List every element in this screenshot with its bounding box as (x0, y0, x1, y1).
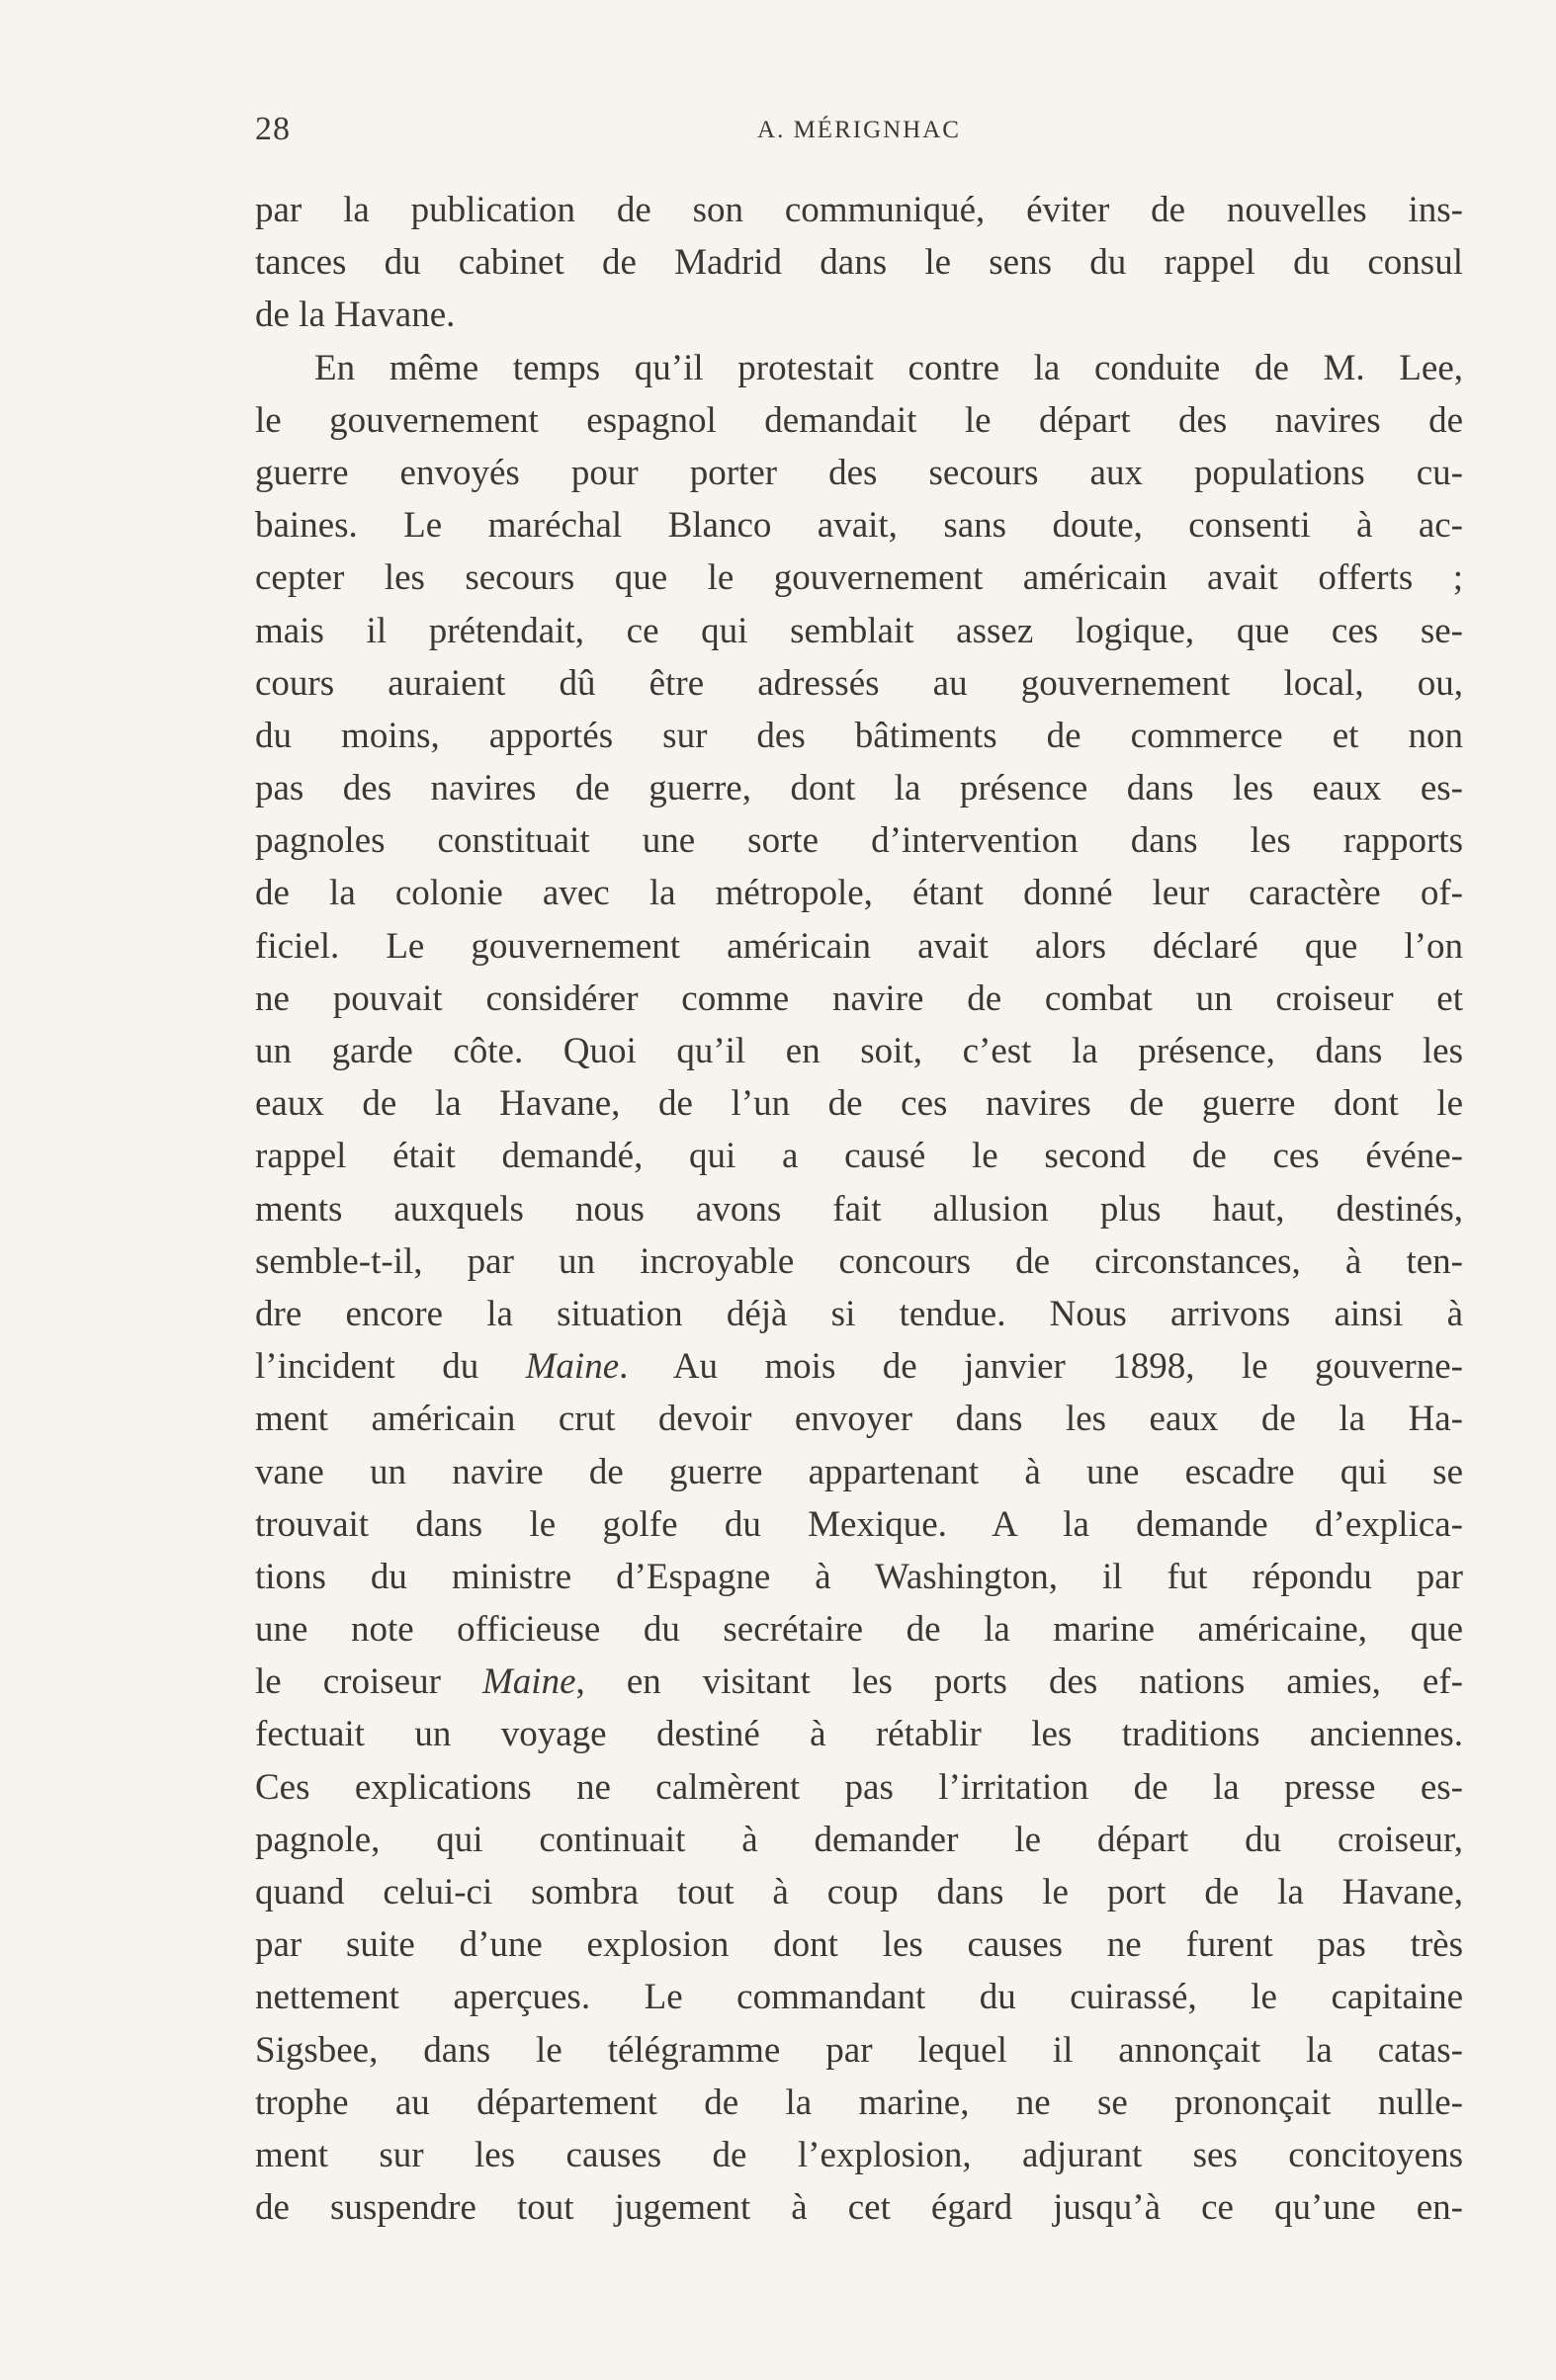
body-text (255, 184, 1463, 2234)
text-line: rappel était demandé, qui a causé le second de ces événe- (255, 1136, 1463, 1177)
text-line: ne pouvait considérer comme navire de combat un croiseur et (255, 978, 1463, 1019)
text-line: le gouvernement espagnol demandait le départ des navires de (255, 399, 1463, 441)
text-line: Ces explications ne calmèrent pas l’irritation de la presse es- (255, 1766, 1463, 1808)
ship-name-italic: Maine (525, 1346, 620, 1388)
page-number: 28 (255, 111, 291, 147)
text-line: l’incident du Maine. Au mois de janvier 1898, le gouverne- (255, 1346, 1463, 1388)
text-line: fectuait un voyage destiné à rétablir les traditions anciennes. (255, 1714, 1463, 1755)
text-line: dre encore la situation déjà si tendue. Nous arrivons ainsi à (255, 1293, 1463, 1334)
running-head (255, 111, 1463, 160)
text-line: par la publication de son communiqué, éviter de nouvelles ins- (255, 190, 1463, 230)
text-line: un garde côte. Quoi qu’il en soit, c’est la présence, dans les (255, 1031, 1463, 1071)
text-line: pas des navires de guerre, dont la présence dans les eaux es- (255, 768, 1463, 809)
text-line: de la Havane. (255, 295, 456, 336)
text-line: eaux de la Havane, de l’un de ces navires de guerre dont le (255, 1083, 1463, 1125)
text-line: trophe au département de la marine, ne se prononçait nulle- (255, 2082, 1463, 2123)
text-line: le croiseur Maine, en visitant les ports des nations amies, ef- (255, 1661, 1463, 1703)
text-line: ment américain crut devoir envoyer dans les eaux de la Ha- (255, 1399, 1463, 1440)
ship-name-italic: Maine (481, 1661, 576, 1703)
text-line: une note officieuse du secrétaire de la marine américaine, que (255, 1609, 1463, 1651)
text-line: de suspendre tout jugement à cet égard jusqu’à ce qu’une en- (255, 2187, 1463, 2229)
text-line: baines. Le maréchal Blanco avait, sans doute, consenti à ac- (255, 505, 1463, 547)
text-line: quand celui-ci sombra tout à coup dans le port de la Havane, (255, 1872, 1463, 1912)
text-line: En même temps qu’il protestait contre la conduite de M. Lee, (314, 347, 1463, 388)
text-line: trouvait dans le golfe du Mexique. A la demande d’explica- (255, 1503, 1463, 1545)
text-line: guerre envoyés pour porter des secours aux populations cu- (255, 452, 1463, 493)
text-line: nettement aperçues. Le commandant du cuirassé, le capitaine (255, 1977, 1463, 2018)
text-line: cours auraient dû être adressés au gouvernement local, ou, (255, 662, 1463, 704)
text-line: ments auxquels nous avons fait allusion plus haut, destinés, (255, 1188, 1463, 1230)
text-line: semble-t-il, par un incroyable concours de circonstances, à ten- (255, 1240, 1463, 1282)
text-line: mais il prétendait, ce qui semblait assez logique, que ces se- (255, 610, 1463, 651)
text-line: du moins, apportés sur des bâtiments de commerce et non (255, 715, 1463, 756)
text-line: cepter les secours que le gouvernement américain avait offerts ; (255, 557, 1463, 599)
text-line: par suite d’une explosion dont les causes ne furent pas très (255, 1924, 1463, 1966)
text-line: de la colonie avec la métropole, étant donné leur caractère of- (255, 873, 1463, 914)
text-line: pagnole, qui continuait à demander le départ du croiseur, (255, 1819, 1463, 1860)
running-title: A. MÉRIGNHAC (757, 117, 961, 143)
text-line: vane un navire de guerre appartenant à une escadre qui se (255, 1451, 1463, 1492)
text-line: ficiel. Le gouvernement américain avait alors déclaré que l’on (255, 925, 1463, 967)
text-line: Sigsbee, dans le télégramme par lequel il annonçait la catas- (255, 2029, 1463, 2071)
text-line: tions du ministre d’Espagne à Washington, il fut répondu par (255, 1556, 1463, 1597)
text-line: tances du cabinet de Madrid dans le sens du rappel du consul (255, 242, 1463, 284)
text-line: pagnoles constituait une sorte d’intervention dans les rapports (255, 820, 1463, 862)
text-line: ment sur les causes de l’explosion, adjurant ses concitoyens (255, 2134, 1463, 2175)
